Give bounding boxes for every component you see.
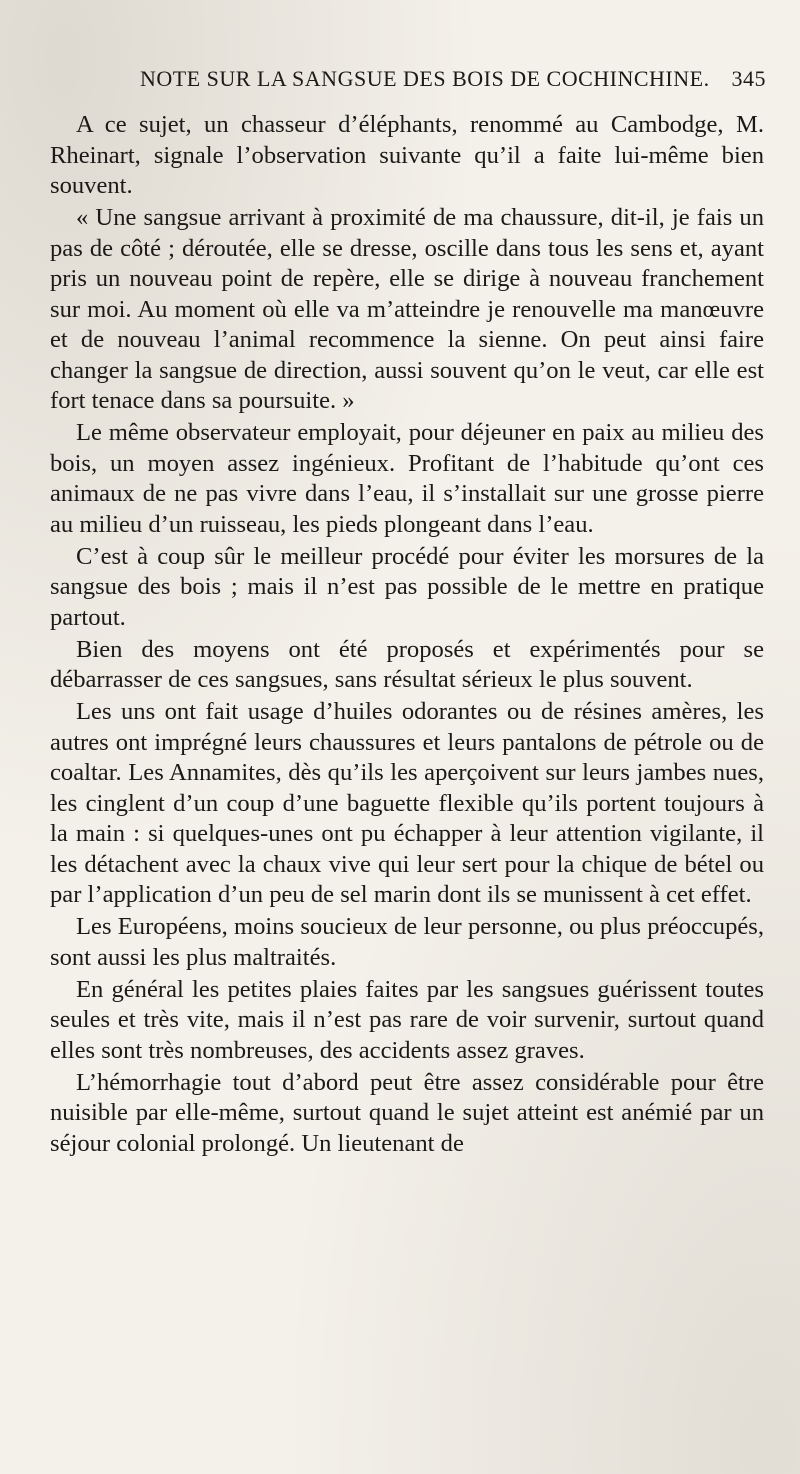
page-number: 345 (731, 66, 766, 91)
body-text (50, 110, 764, 1161)
paragraph-6: Les uns ont fait usage d’huiles odorantes ou de résines amères, les autres ont imprégné leurs chaussures et leurs pantalons de pétrole ou de coaltar. Les Annamites, dès qu’ils les aperçoivent sur leurs jambes nues, les cinglent d’un coup d’une baguette flexible qu’ils portent toujours à la main : si quelques-unes ont pu échapper à leur attention vigilante, il les détachent avec la chaux vive qui leur sert pour la chique de bétel ou par l’application d’un peu de sel marin dont ils se munissent à cet effet. (50, 698, 764, 908)
paragraph-9: L’hémorrhagie tout d’abord peut être assez considérable pour être nuisible par elle-même, surtout quand le sujet atteint est anémié par un séjour colonial prolongé. Un lieutenant de (50, 1068, 764, 1157)
paragraph-3: Le même observateur employait, pour déjeuner en paix au milieu des bois, un moyen assez ingénieux. Profitant de l’habitude qu’ont ces animaux de ne pas vivre dans l’eau, il s’installait sur une grosse pierre au milieu d’un ruisseau, les pieds plongeant dans l’eau. (50, 419, 764, 538)
paragraph-7: Les Européens, moins soucieux de leur personne, ou plus préoccupés, sont aussi les plus maltraités. (50, 913, 764, 971)
paragraph-1: A ce sujet, un chasseur d’éléphants, renommé au Cambodge, M. Rheinart, signale l’observation suivante qu’il a faite lui-même bien souvent. (50, 111, 764, 199)
paragraph-4: C’est à coup sûr le meilleur procédé pour éviter les morsures de la sangsue des bois ; mais il n’est pas possible de le mettre en pratique partout. (50, 542, 764, 631)
paragraph-5: Bien des moyens ont été proposés et expérimentés pour se débarrasser de ces sangsues, sans résultat sérieux le plus souvent. (50, 635, 764, 693)
running-title: NOTE SUR LA SANGSUE DES BOIS DE COCHINCHINE. (140, 66, 710, 91)
page-header (140, 66, 766, 96)
paragraph-8: En général les petites plaies faites par les sangsues guérissent toutes seules et très vite, mais il n’est pas rare de voir survenir, surtout quand elles sont très nombreuses, des accidents assez graves. (50, 975, 764, 1064)
paragraph-2: « Une sangsue arrivant à proximité de ma chaussure, dit-il, je fais un pas de côté ; déroutée, elle se dresse, oscille dans tous les sens et, ayant pris un nouveau point de repère, elle se dirige à nouveau franchement sur moi. Au moment où elle va m’atteindre je renouvelle ma manœuvre et de nouveau l’animal recommence la sienne. On peut ainsi faire changer la sangsue de direction, aussi souvent qu’on le veut, car elle est fort tenace dans sa poursuite. » (50, 204, 764, 414)
